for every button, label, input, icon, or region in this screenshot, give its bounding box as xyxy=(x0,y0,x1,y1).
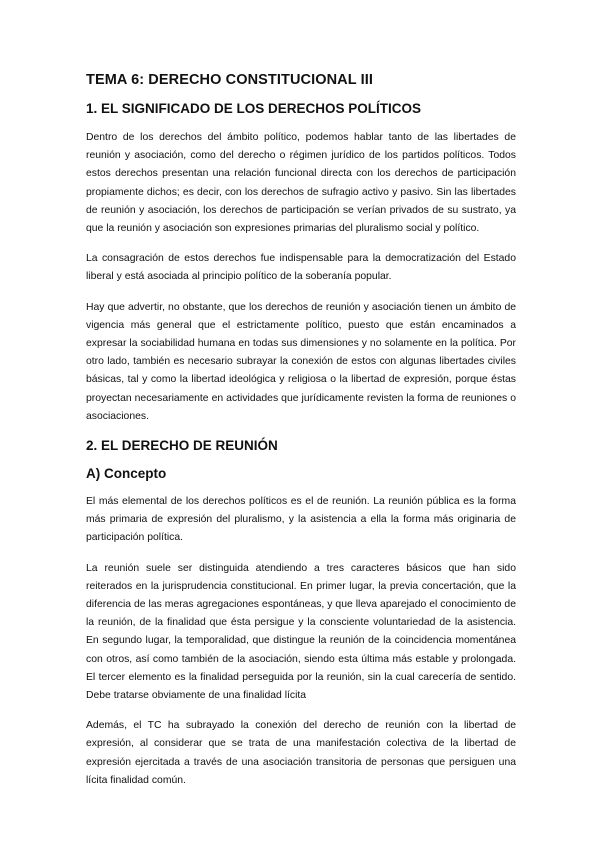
paragraph: Hay que advertir, no obstante, que los derechos de reunión y asociación tienen un ámbito de vigencia más general que el estrictamente político, puesto que están encaminados a expresar la sociabilidad humana en todas sus dimensiones y no solamente en la política. Por otro lado, también es necesario subrayar la conexión de estos con algunas libertades civiles básicas, tal y como la libertad ideológica y religiosa o la libertad de expresión, porque éstas proyectan necesariamente en actividades que jurídicamente revisten la forma de reuniones o asociaciones. xyxy=(86,301,516,422)
paragraph: Dentro de los derechos del ámbito político, podemos hablar tanto de las libertades de reunión y asociación, como del derecho o régimen jurídico de los partidos políticos. Todos estos derechos presentan una relación funcional directa con los derechos de participación propiamente dichos; es decir, con los derechos de sufragio activo y pasivo. Sin las libertades de reunión y asociación, los derechos de participación se verían privados de su sustrato, ya que la reunión y asociación son expresiones primarias del pluralismo social y político. xyxy=(86,132,516,235)
subsection-heading: A) Concepto xyxy=(86,466,167,482)
section-2-heading: 2. EL DERECHO DE REUNIÓN xyxy=(86,438,278,454)
paragraph: La reunión suele ser distinguida atendiendo a tres caracteres básicos que han sido reiterados en la jurisprudencia constitucional. En primer lugar, la previa concertación, que la diferencia de las meras agregaciones espontáneas, y que lleva aparejado el conocimiento de la reunión, de la finalidad que ésta persigue y la consciente voluntariedad de la asistencia. En segundo lugar, la temporalidad, que distingue la reunión de la coincidencia momentánea con otros, así como también de la asociación, siendo esta última más estable y prolongada. El tercer elemento es la finalidad perseguida por la reunión, sin la cual carecería de sentido. Debe tratarse obviamente de una finalidad lícita xyxy=(86,562,516,702)
document-body xyxy=(86,72,516,802)
paragraph: La consagración de estos derechos fue indispensable para la democratización del Estado liberal y está asociada al principio político de la soberanía popular. xyxy=(86,253,516,283)
paragraph: Además, el TC ha subrayado la conexión del derecho de reunión con la libertad de expresión, al considerar que se trata de una manifestación colectiva de la libertad de expresión ejercitada a través de una asociación transitoria de personas que persiguen una lícita finalidad común. xyxy=(86,720,516,786)
paragraph: El más elemental de los derechos políticos es el de reunión. La reunión pública es la forma más primaria de expresión del pluralismo, y la asistencia a ella la forma más originaria de participación política. xyxy=(86,496,516,544)
section-1-heading: 1. EL SIGNIFICADO DE LOS DERECHOS POLÍTICOS xyxy=(86,101,422,116)
document-title: TEMA 6: DERECHO CONSTITUCIONAL III xyxy=(86,72,373,88)
